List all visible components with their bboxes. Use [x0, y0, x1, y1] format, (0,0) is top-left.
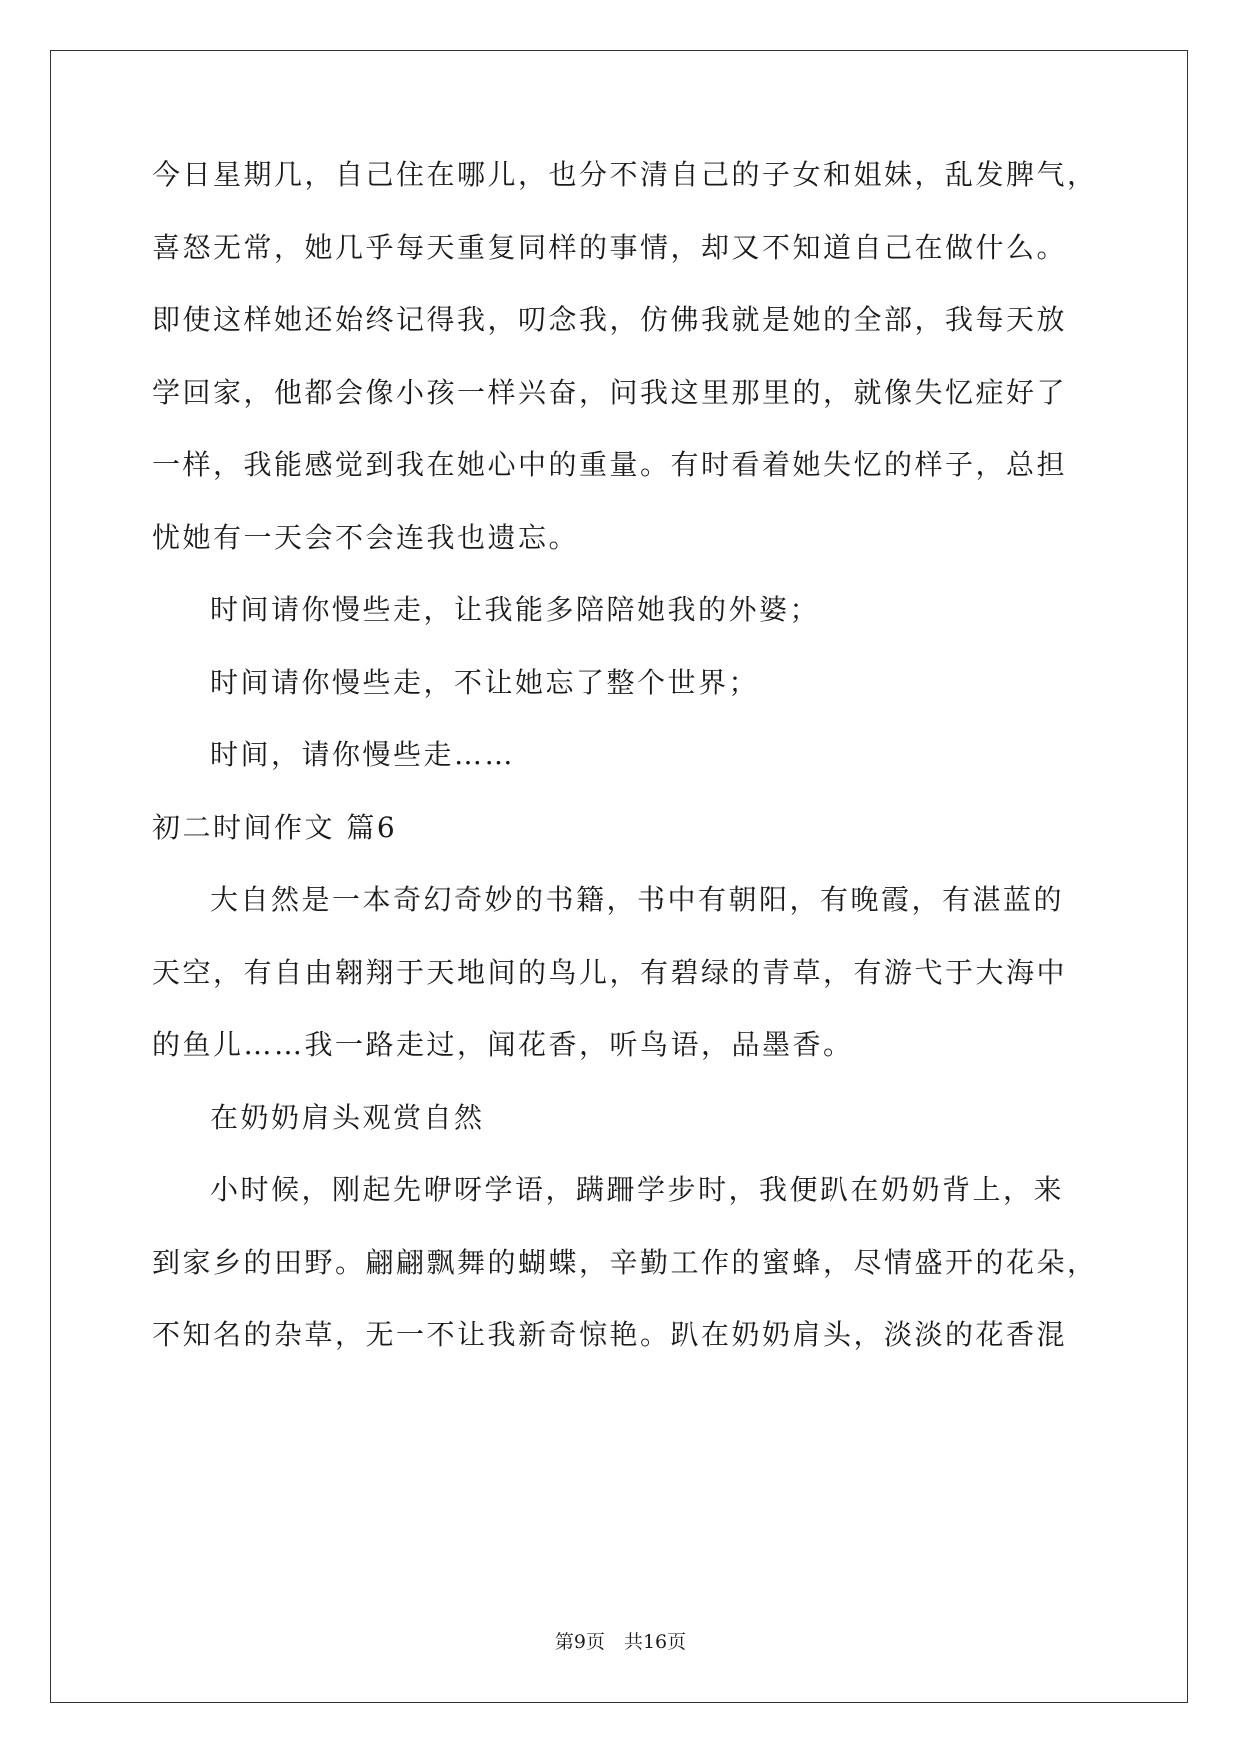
paragraph-line: 不知名的杂草，无一不让我新奇惊艳。趴在奶奶肩头，淡淡的花香混 — [152, 1318, 1068, 1351]
paragraph-line-indented: 小时候，刚起先咿呀学语，蹒跚学步时，我便趴在奶奶背上，来 — [210, 1173, 1065, 1206]
paragraph-line: 即使这样她还始终记得我，叨念我，仿佛我就是她的全部，我每天放 — [152, 303, 1068, 336]
paragraph-line: 一样，我能感觉到我在她心中的重量。有时看着她失忆的样子，总担 — [152, 448, 1068, 481]
paragraph-line: 学回家，他都会像小孩一样兴奋，问我这里那里的，就像失忆症好了 — [152, 375, 1068, 409]
paragraph-line-indented: 大自然是一本奇幻奇妙的书籍，书中有朝阳，有晚霞，有湛蓝的 — [210, 883, 1065, 916]
paragraph-line: 到家乡的田野。翩翩飘舞的蝴蝶，辛勤工作的蜜蜂，尽情盛开的花朵， — [152, 1245, 1098, 1279]
paragraph-line-indented: 时间请你慢些走，不让她忘了整个世界； — [210, 665, 760, 699]
page-number-footer: 第9页 共16页 — [554, 1631, 687, 1653]
paragraph-line-indented: 时间请你慢些走，让我能多陪陪她我的外婆； — [210, 593, 821, 626]
page-border — [50, 50, 1188, 1703]
paragraph-line: 天空，有自由翱翔于天地间的鸟儿，有碧绿的青草，有游弋于大海中 — [152, 955, 1068, 989]
paragraph-line-indented: 时间，请你慢些走…… — [210, 738, 516, 771]
paragraph-line: 今日星期几，自己住在哪儿，也分不清自己的子女和姐妹，乱发脾气， — [152, 158, 1098, 191]
paragraph-line: 的鱼儿……我一路走过，闻花香，听鸟语，品墨香。 — [152, 1028, 854, 1061]
paragraph-line: 初二时间作文 篇6 — [152, 810, 398, 844]
paragraph-line: 忧她有一天会不会连我也遗忘。 — [152, 520, 580, 554]
paragraph-line-indented: 在奶奶肩头观赏自然 — [210, 1100, 485, 1134]
paragraph-line: 喜怒无常，她几乎每天重复同样的事情，却又不知道自己在做什么。 — [152, 230, 1068, 264]
